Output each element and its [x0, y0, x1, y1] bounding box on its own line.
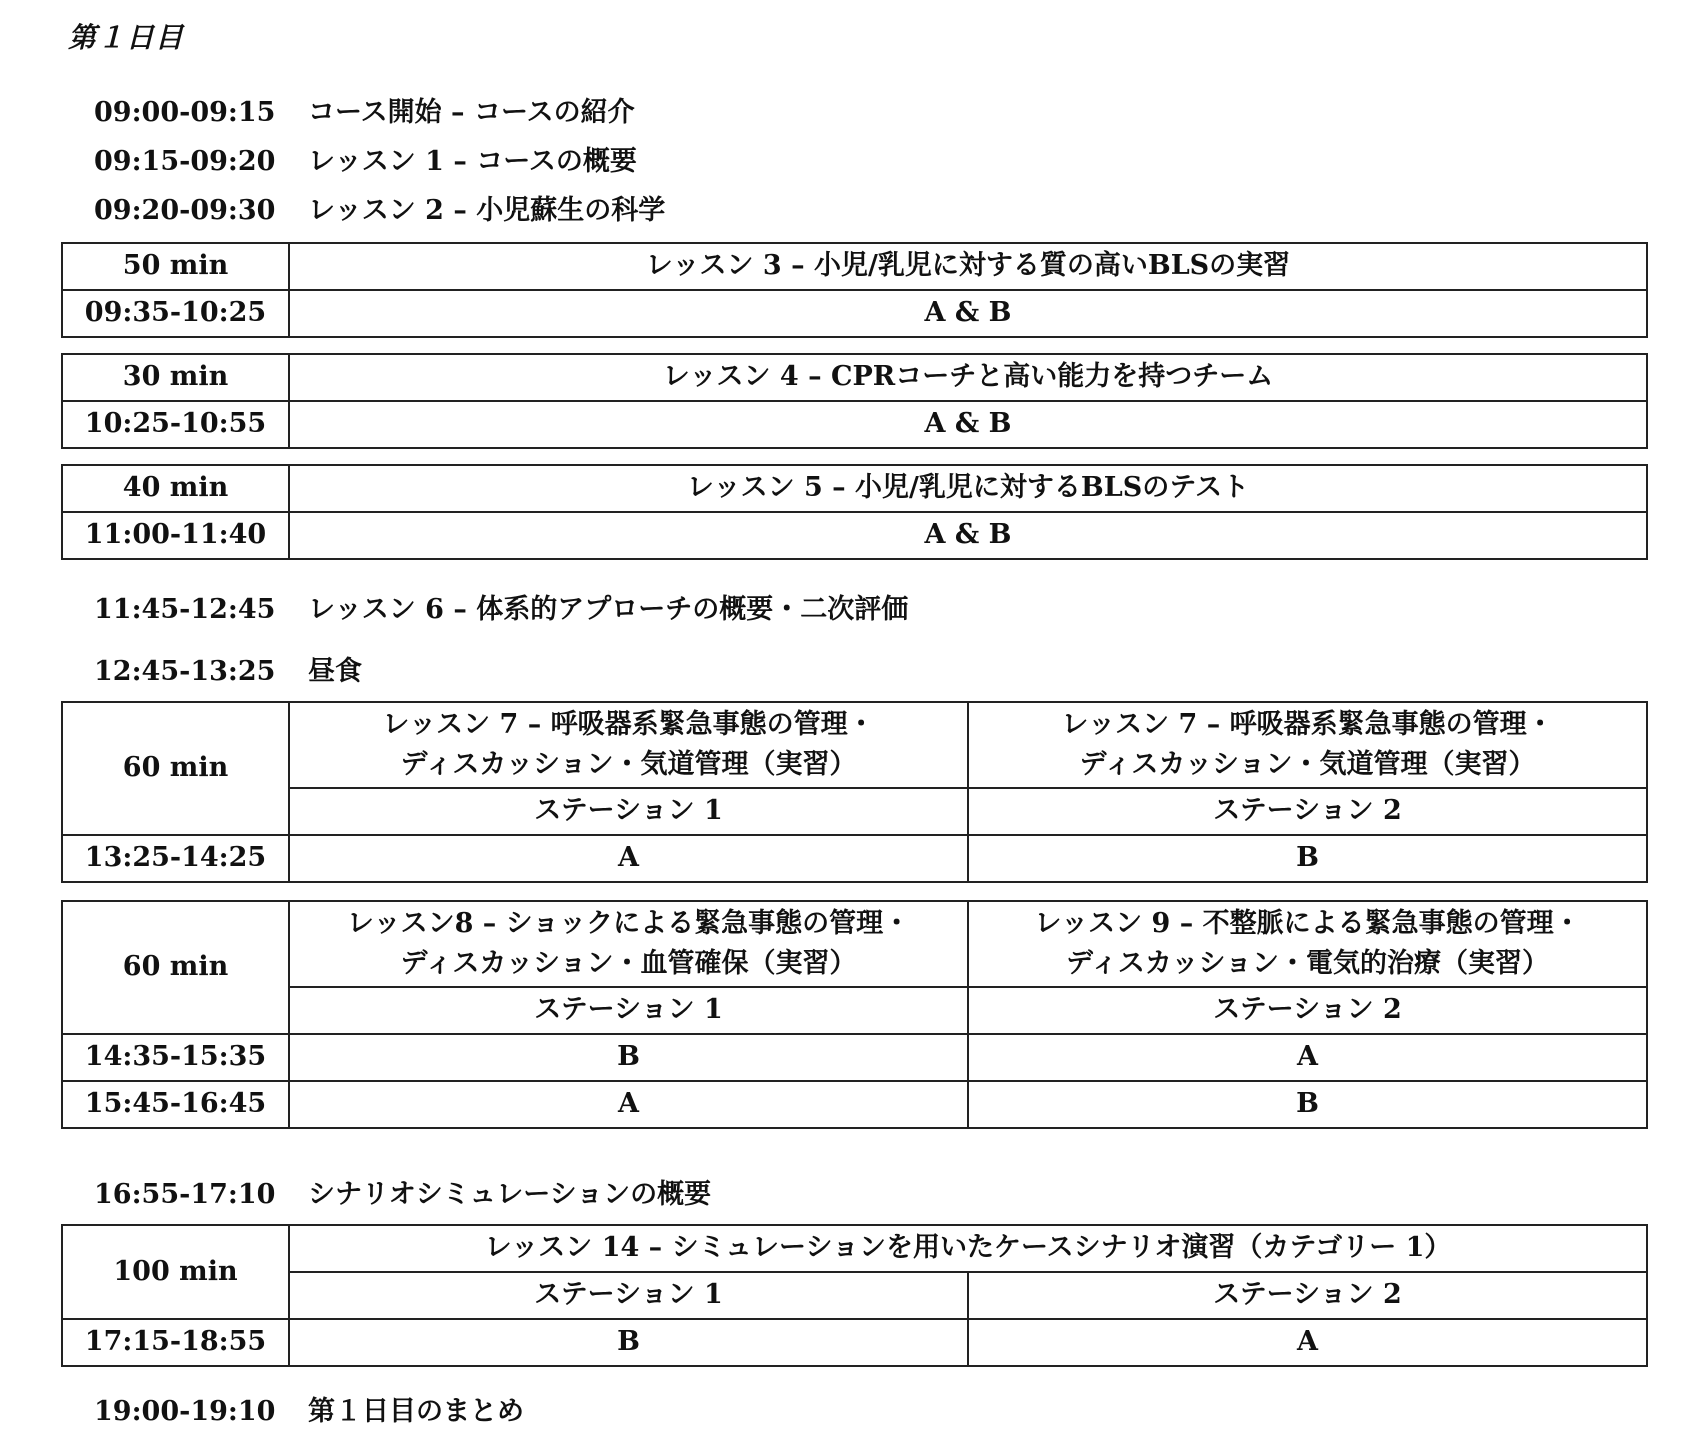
time-slot: 12:45-13:25 — [94, 656, 276, 687]
schedule-line — [94, 587, 908, 626]
station-2-group: A — [968, 1319, 1647, 1366]
table-row — [62, 1034, 1647, 1081]
station-2-group: B — [968, 835, 1647, 882]
table-row — [62, 1272, 1647, 1319]
time-slot: 09:20-09:30 — [94, 195, 276, 226]
station-1-header: ステーション 1 — [289, 788, 968, 835]
station-1-group: A — [289, 1081, 968, 1128]
duration-cell: 30 min — [62, 354, 289, 401]
group-cell: A & B — [289, 401, 1647, 448]
session-label: コース開始 – コースの紹介 — [308, 97, 635, 128]
duration-cell: 60 min — [62, 702, 289, 835]
station-1-header: ステーション 1 — [289, 987, 968, 1034]
time-cell: 17:15-18:55 — [62, 1319, 289, 1366]
lesson-title-cell: レッスン 14 – シミュレーションを用いたケースシナリオ演習（カテゴリー 1） — [289, 1225, 1647, 1272]
time-slot: 09:15-09:20 — [94, 146, 276, 177]
station-2-header: ステーション 2 — [968, 1272, 1647, 1319]
station-2-lesson-cell — [968, 901, 1647, 987]
station-2-header: ステーション 2 — [968, 788, 1647, 835]
schedule-line — [94, 649, 362, 688]
duration-cell: 40 min — [62, 465, 289, 512]
table-row — [62, 901, 1647, 987]
table-row — [62, 1319, 1647, 1366]
lesson-title-cell: レッスン 5 – 小児/乳児に対するBLSのテスト — [289, 465, 1647, 512]
station-2-group: A — [968, 1034, 1647, 1081]
lesson-title-line: レッスン 7 – 呼吸器系緊急事態の管理・ — [1061, 708, 1554, 740]
session-label: レッスン 2 – 小児蘇生の科学 — [308, 195, 666, 226]
session-label: シナリオシミュレーションの概要 — [308, 1179, 712, 1210]
lesson-14-table — [61, 1224, 1648, 1367]
station-1-lesson-cell — [289, 702, 968, 788]
lesson-5-table — [61, 464, 1648, 560]
station-2-group: B — [968, 1081, 1647, 1128]
lesson-title-line: レッスン8 – ショックによる緊急事態の管理・ — [346, 907, 911, 939]
table-row — [62, 290, 1647, 337]
lesson-title-cell: レッスン 3 – 小児/乳児に対する質の高いBLSの実習 — [289, 243, 1647, 290]
duration-cell: 60 min — [62, 901, 289, 1034]
schedule-line — [94, 1172, 711, 1211]
table-row — [62, 512, 1647, 559]
time-cell: 13:25-14:25 — [62, 835, 289, 882]
group-cell: A & B — [289, 290, 1647, 337]
session-label: レッスン 1 – コースの概要 — [308, 146, 637, 177]
table-row — [62, 1081, 1647, 1128]
lesson-8-9-table — [61, 900, 1648, 1129]
session-label: レッスン 6 – 体系的アプローチの概要・二次評価 — [308, 594, 909, 625]
station-1-group: B — [289, 1034, 968, 1081]
station-2-header: ステーション 2 — [968, 987, 1647, 1034]
lesson-title-line: ディスカッション・血管確保（実習） — [400, 948, 857, 979]
lesson-title-line: ディスカッション・気道管理（実習） — [1079, 749, 1536, 780]
time-slot: 16:55-17:10 — [94, 1179, 276, 1210]
lesson-title-line: レッスン 9 – 不整脈による緊急事態の管理・ — [1034, 907, 1581, 939]
table-row — [62, 835, 1647, 882]
table-row — [62, 987, 1647, 1034]
schedule-line — [94, 1389, 524, 1428]
day-title: 第１日目 — [68, 21, 185, 54]
lesson-7-table — [61, 701, 1648, 883]
time-slot: 09:00-09:15 — [94, 97, 276, 128]
lesson-title-cell: レッスン 4 – CPRコーチと高い能力を持つチーム — [289, 354, 1647, 401]
table-row — [62, 401, 1647, 448]
time-cell: 14:35-15:35 — [62, 1034, 289, 1081]
session-label: 昼食 — [308, 656, 362, 687]
time-slot: 11:45-12:45 — [94, 594, 276, 625]
duration-cell: 100 min — [62, 1225, 289, 1319]
lesson-4-table — [61, 353, 1648, 449]
schedule-line — [94, 139, 637, 178]
station-1-group: A — [289, 835, 968, 882]
lesson-title-line: レッスン 7 – 呼吸器系緊急事態の管理・ — [382, 708, 875, 740]
station-1-group: B — [289, 1319, 968, 1366]
time-cell: 15:45-16:45 — [62, 1081, 289, 1128]
station-1-header: ステーション 1 — [289, 1272, 968, 1319]
time-cell: 10:25-10:55 — [62, 401, 289, 448]
lesson-title-line: ディスカッション・電気的治療（実習） — [1065, 948, 1550, 979]
time-slot: 19:00-19:10 — [94, 1396, 276, 1427]
lesson-title-line: ディスカッション・気道管理（実習） — [400, 749, 857, 780]
table-row — [62, 354, 1647, 401]
station-2-lesson-cell — [968, 702, 1647, 788]
session-label: 第１日目のまとめ — [308, 1396, 524, 1427]
table-row — [62, 465, 1647, 512]
lesson-3-table — [61, 242, 1648, 338]
group-cell: A & B — [289, 512, 1647, 559]
schedule-line — [94, 90, 635, 129]
table-row — [62, 243, 1647, 290]
time-cell: 11:00-11:40 — [62, 512, 289, 559]
station-1-lesson-cell — [289, 901, 968, 987]
duration-cell: 50 min — [62, 243, 289, 290]
table-row — [62, 788, 1647, 835]
schedule-line — [94, 188, 665, 227]
time-cell: 09:35-10:25 — [62, 290, 289, 337]
table-row — [62, 702, 1647, 788]
table-row — [62, 1225, 1647, 1272]
